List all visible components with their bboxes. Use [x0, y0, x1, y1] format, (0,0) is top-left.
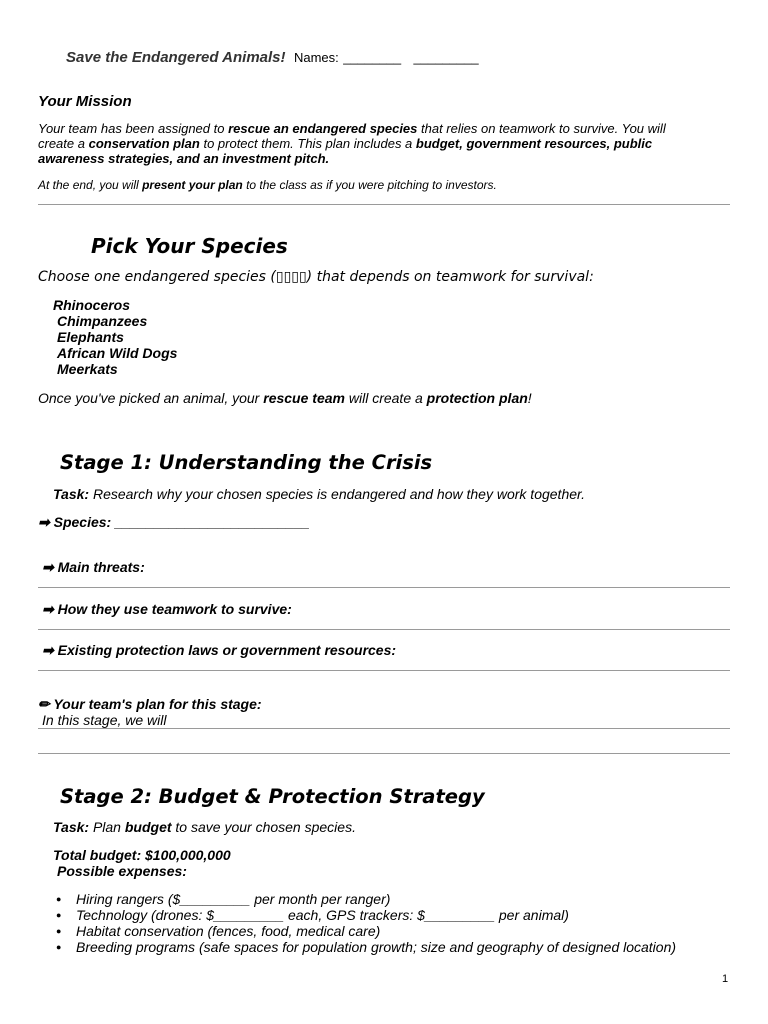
- outro-emphasis: rescue team: [263, 390, 345, 406]
- mission-emphasis: budget, government resources, public: [415, 136, 653, 151]
- species-heading: Pick Your Species: [91, 234, 288, 258]
- species-option-elephants: Elephants: [57, 329, 124, 345]
- mission-heading: Your Mission: [38, 93, 132, 110]
- mission-paragraph-line-1: [38, 121, 666, 137]
- stage1-plan-label: ✏ Your team's plan for this stage:: [38, 696, 262, 712]
- expense-item-rangers: ● Hiring rangers ($_________ per month per ranger): [56, 891, 676, 907]
- task-label: Task:: [53, 819, 90, 835]
- species-option-rhinoceros: Rhinoceros: [53, 297, 131, 313]
- stage1-laws-label: ➡ Existing protection laws or government resources:: [42, 642, 397, 658]
- species-field-blank[interactable]: _________________________: [111, 514, 310, 530]
- stage1-teamwork-label: ➡ How they use teamwork to survive:: [42, 601, 292, 617]
- threats-answer-line[interactable]: [38, 587, 730, 588]
- expense-item-technology: ● Technology (drones: $_________ each, GPS trackers: $_________ per animal): [56, 907, 676, 923]
- outro-text: !: [527, 390, 532, 406]
- stage1-species-field[interactable]: [38, 514, 310, 531]
- species-option-african-wild-dogs: African Wild Dogs: [57, 345, 178, 361]
- task-label: Task:: [53, 486, 90, 502]
- species-field-label: ➡ Species:: [38, 514, 112, 530]
- outro-text: will create a: [344, 390, 427, 406]
- stage1-threats-label: ➡ Main threats:: [42, 559, 145, 575]
- mission-text: that relies on teamwork to survive. You will: [417, 121, 666, 136]
- stage1-plan-text: In this stage, we will: [42, 712, 167, 728]
- task-emphasis: budget: [124, 819, 172, 835]
- mission-text: create a: [38, 136, 89, 151]
- names-blank-1[interactable]: ________: [343, 50, 402, 65]
- stage2-task: [53, 819, 356, 835]
- mission-emphasis: conservation plan: [88, 136, 200, 151]
- species-option-meerkats: Meerkats: [57, 361, 118, 377]
- species-outro: [38, 390, 532, 406]
- mission-present-note: [38, 178, 497, 192]
- mission-text: At the end, you will: [38, 178, 143, 192]
- task-text: Plan: [89, 819, 125, 835]
- page-number: 1: [722, 973, 729, 985]
- mission-text: to the class as if you were pitching to investors.: [242, 178, 497, 192]
- mission-text: to protect them. This plan includes a: [199, 136, 416, 151]
- names-blank-2[interactable]: _________: [413, 50, 479, 65]
- outro-text: Once you've picked an animal, your: [38, 390, 264, 406]
- mission-emphasis: present your plan: [142, 178, 243, 192]
- section-divider: [38, 204, 730, 205]
- outro-emphasis: protection plan: [426, 390, 528, 406]
- stage2-expenses-label: Possible expenses:: [57, 863, 187, 879]
- stage1-task: [53, 486, 585, 502]
- stage2-heading: Stage 2: Budget & Protection Strategy: [60, 785, 485, 808]
- task-text: Research why your chosen species is endangered and how they work together.: [89, 486, 586, 502]
- species-intro: Choose one endangered species (▯▯▯▯) that depends on teamwork for survival:: [38, 269, 594, 285]
- stage2-total-budget: Total budget: $100,000,000: [53, 847, 231, 863]
- plan-answer-line-1[interactable]: [38, 728, 730, 729]
- mission-paragraph-line-3: awareness strategies, and an investment pitch.: [38, 151, 330, 166]
- stage1-heading: Stage 1: Understanding the Crisis: [60, 451, 433, 474]
- expense-item-habitat: ● Habitat conservation (fences, food, medical care): [56, 923, 676, 939]
- teamwork-answer-line[interactable]: [38, 629, 730, 630]
- mission-paragraph-line-2: [38, 136, 652, 152]
- expenses-list: [56, 891, 676, 955]
- task-text: to save your chosen species.: [171, 819, 356, 835]
- worksheet-title: Save the Endangered Animals!: [66, 49, 286, 66]
- worksheet-header: [66, 49, 479, 67]
- expense-item-breeding: ● Breeding programs (safe spaces for population growth; size and geography of designed location): [56, 939, 676, 955]
- plan-answer-line-2[interactable]: [38, 753, 730, 754]
- laws-answer-line[interactable]: [38, 670, 730, 671]
- mission-text: Your team has been assigned to: [38, 121, 229, 136]
- mission-emphasis: rescue an endangered species: [228, 121, 418, 136]
- names-label: Names:: [293, 50, 339, 65]
- species-option-chimpanzees: Chimpanzees: [57, 313, 148, 329]
